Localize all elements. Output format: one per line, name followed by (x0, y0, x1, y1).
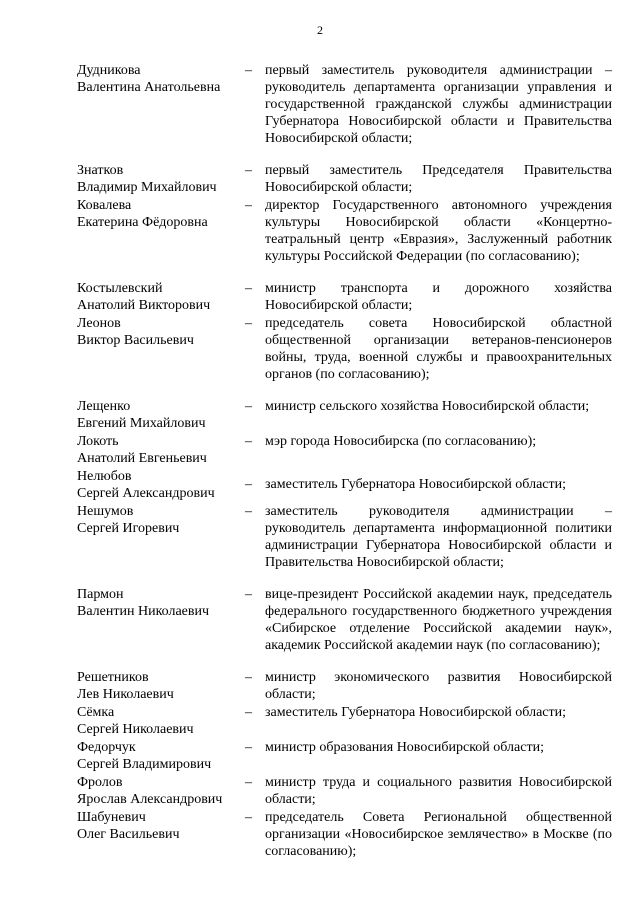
member-role: вице-президент Российской академии наук, председатель федерального государственного бюджетного учреждения «Сибирское отделение Российской академии наук», академик Российской академии наук (по согласованию); (265, 587, 612, 653)
member-name (77, 809, 245, 843)
member-surname: Нешумов (77, 504, 134, 519)
member-surname: Федорчук (77, 740, 136, 755)
member-entry (77, 197, 612, 265)
entry-dash: – (245, 399, 252, 414)
member-role: министр экономического развития Новосибирской области; (265, 670, 612, 702)
member-name (77, 774, 245, 808)
member-surname: Леонов (77, 316, 121, 331)
member-role: министр сельского хозяйства Новосибирской области; (265, 399, 590, 414)
page-number: 2 (317, 23, 323, 37)
member-role: первый заместитель руководителя администрации – руководитель департамента организации управления и государственной гражданской службы администрации Губернатора Новосибирской области и Правительства Новосибирской области; (265, 63, 612, 146)
member-entry (77, 468, 612, 502)
member-surname: Костылевский (77, 281, 163, 296)
member-surname: Лещенко (77, 399, 131, 414)
member-name (77, 197, 245, 231)
member-given-name: Лев Николаевич (77, 687, 174, 702)
member-given-name: Валентина Анатольевна (77, 80, 221, 95)
entry-dash: – (245, 775, 252, 790)
entry-dash: – (245, 670, 252, 685)
member-surname: Решетников (77, 670, 149, 685)
entry-dash: – (245, 587, 252, 602)
member-entry (77, 669, 612, 703)
member-entry (77, 809, 612, 860)
entry-dash: – (245, 504, 252, 519)
member-entry (77, 433, 612, 467)
member-name (77, 503, 245, 537)
entry-dash: – (245, 477, 252, 492)
entry-dash: – (245, 705, 252, 720)
member-list (77, 62, 612, 860)
member-role: председатель Совета Региональной общественной организации «Новосибирское землячество» в Москве (по согласованию); (265, 810, 612, 859)
member-name (77, 739, 245, 773)
member-role: мэр города Новосибирска (по согласованию); (265, 434, 537, 449)
member-given-name: Олег Васильевич (77, 827, 180, 842)
member-given-name: Евгений Михайлович (77, 416, 206, 431)
member-surname: Нелюбов (77, 469, 132, 484)
entry-dash: – (245, 63, 252, 78)
member-name (77, 315, 245, 349)
member-role: заместитель руководителя администрации – руководитель департамента информационной политики администрации Губернатора Новосибирской области и Правительства Новосибирской области; (265, 504, 612, 570)
member-given-name: Анатолий Викторович (77, 298, 211, 313)
member-surname: Шабуневич (77, 810, 146, 825)
member-surname: Сёмка (77, 705, 115, 720)
member-entry (77, 704, 612, 738)
member-given-name: Сергей Александрович (77, 486, 215, 501)
member-surname: Ковалева (77, 198, 132, 213)
member-role: директор Государственного автономного учреждения культуры Новосибирской области «Концертно-театральный центр «Евразия», Заслуженный работник культуры Российской Федерации (по согласованию); (265, 198, 612, 264)
member-entry (77, 62, 612, 147)
entry-dash: – (245, 740, 252, 755)
member-entry (77, 586, 612, 654)
member-given-name: Сергей Владимирович (77, 757, 212, 772)
member-entry (77, 503, 612, 571)
member-role: министр образования Новосибирской области; (265, 740, 544, 755)
entry-dash: – (245, 281, 252, 296)
member-entry (77, 398, 612, 432)
entry-dash: – (245, 810, 252, 825)
member-name (77, 433, 245, 467)
member-given-name: Сергей Николаевич (77, 722, 194, 737)
member-given-name: Виктор Васильевич (77, 333, 194, 348)
member-name (77, 398, 245, 432)
member-surname: Фролов (77, 775, 123, 790)
member-surname: Дудникова (77, 63, 141, 78)
member-name (77, 669, 245, 703)
entry-dash: – (245, 434, 252, 449)
member-given-name: Анатолий Евгеньевич (77, 451, 207, 466)
member-given-name: Сергей Игоревич (77, 521, 180, 536)
member-role: заместитель Губернатора Новосибирской области; (265, 705, 566, 720)
member-entry (77, 774, 612, 808)
member-name (77, 704, 245, 738)
member-surname: Знатков (77, 163, 124, 178)
member-role: первый заместитель Председателя Правительства Новосибирской области; (265, 163, 612, 195)
member-entry (77, 280, 612, 314)
member-given-name: Валентин Николаевич (77, 604, 210, 619)
member-given-name: Ярослав Александрович (77, 792, 223, 807)
member-name (77, 586, 245, 620)
entry-dash: – (245, 316, 252, 331)
member-given-name: Владимир Михайлович (77, 180, 217, 195)
member-given-name: Екатерина Фёдоровна (77, 215, 208, 230)
member-name (77, 62, 245, 96)
member-entry (77, 315, 612, 383)
member-entry (77, 739, 612, 773)
member-name (77, 468, 245, 502)
entry-dash: – (245, 198, 252, 213)
member-role: министр труда и социального развития Новосибирской области; (265, 775, 612, 807)
member-surname: Пармон (77, 587, 124, 602)
member-role: заместитель Губернатора Новосибирской области; (265, 477, 566, 492)
entry-dash: – (245, 163, 252, 178)
member-entry (77, 162, 612, 196)
member-role: председатель совета Новосибирской областной общественной организации ветеранов-пенсионеров войны, труда, военной службы и правоохранительных органов (по согласованию); (265, 316, 612, 382)
member-role: министр транспорта и дорожного хозяйства Новосибирской области; (265, 281, 612, 313)
member-surname: Локоть (77, 434, 119, 449)
member-name (77, 280, 245, 314)
member-name (77, 162, 245, 196)
